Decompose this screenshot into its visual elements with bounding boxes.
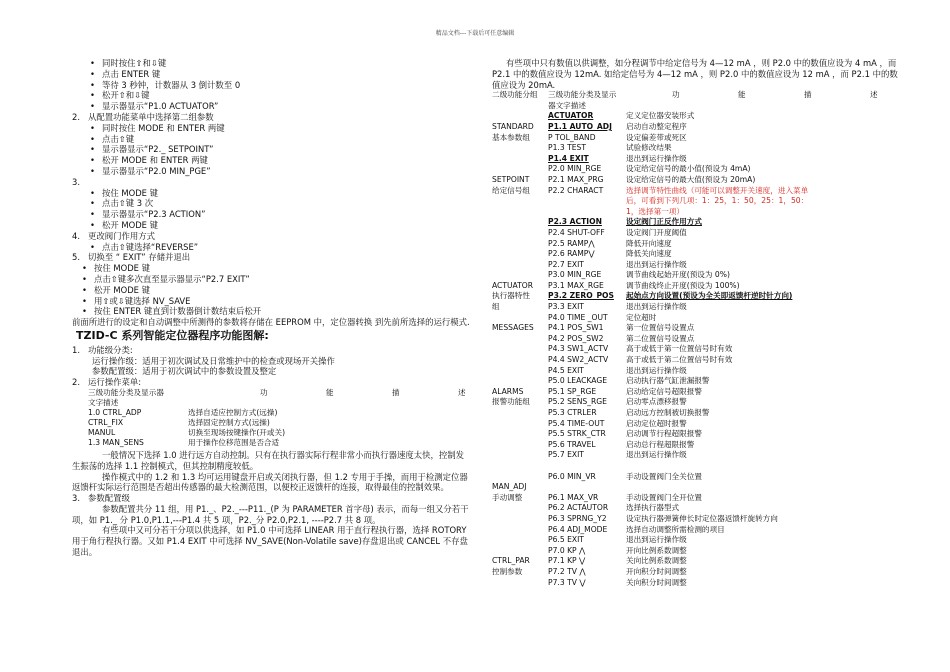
param-desc: 启动零点漂移报警: [626, 397, 687, 407]
f3-heading: 3. 参数配置级: [72, 493, 130, 504]
table-row: [492, 281, 902, 292]
bullet-item: • 松开⇧和⇩键: [72, 90, 472, 101]
param-desc: 起始点方向设置(预设为全关即返馈杆逆时针方向): [626, 291, 793, 301]
param-code: P1.1 AUTO_ADJ: [548, 121, 612, 131]
step5-heading: 5. 切换至 “ EXIT” 存储并退出: [72, 252, 191, 263]
f1-lines: [72, 356, 472, 378]
step4-list: [72, 242, 472, 253]
table-row: [492, 387, 902, 398]
param-code: P5.6 TRAVEL: [548, 439, 596, 449]
step5-paragraph: 前面所进行的设定和自动调整中所测得的参数将存储在 EEPROM 中，定位器转换 到先前所选择的运行模式.: [72, 317, 470, 328]
param-desc: 启动自动整定程序: [626, 121, 687, 131]
bullet-item: • 显示器显示“P2.0 MIN_PGE”: [72, 166, 472, 177]
table-row: [492, 175, 902, 186]
param-code: P4.0 TIME _OUT: [548, 312, 608, 322]
f2-paragraph-1: 一般情况下选择 1.0 进行远方自动控制。只有在执行器实际行程非常小而执行器速度太快，控制发生振荡的选择 1.1 控制模式，但其控制精度较低。: [72, 449, 465, 471]
table-row: [88, 408, 472, 418]
th-sub: 三级功能分类及显示器文字描述: [548, 90, 617, 110]
param-code: P4.1 POS_SW1: [548, 323, 604, 333]
param-code: P6.3 SPRNG_Y2: [548, 513, 607, 523]
table-row: [492, 164, 902, 175]
param-code: P5.2 SENS_RGE: [548, 397, 607, 407]
param-desc: 高于或低于第二位置信号时有效: [626, 355, 733, 365]
param-desc: 开向积分时间调整: [626, 566, 687, 576]
table-row: [492, 111, 902, 122]
table-row: [492, 535, 902, 546]
param-desc: 开向比例系数调整: [626, 545, 687, 555]
step2-heading: 2. 从配置功能菜单中选择第二组参数: [72, 111, 214, 122]
param-desc: 设定执行器弹簧伸长时定位器返馈杆旋转方向: [626, 513, 778, 523]
bullet-item: • 显示器显示“P2._ SETPOINT”: [72, 144, 472, 155]
table-row: [492, 578, 902, 589]
group-label: 执行器特性: [492, 291, 530, 301]
param-desc: 退出到运行操作级: [626, 535, 687, 545]
intro-paragraph: 有些项中只有数值以供调整，如分程调节中给定信号为 4—12 mA ，则 P2.0 中的数值应设为 4 mA ，而 P2.1 中的数值应设为 12mA. 如给定信号为 4—12 mA ，则 P2.0 中的数值应设为 12 mA ，而 P2.1 中的数值应设为 20mA.: [492, 58, 898, 90]
param-code: P3.3 EXIT: [548, 302, 584, 312]
param-desc: 手动设置阀门全关位置: [626, 471, 702, 481]
f3-paragraph-2: 有些项中又可分若干分项以供选择，如 P1.0 中可选择 LINEAR 用于直行程执行器，选择 ROTORY 用于角行程执行器。又如 P1.4 EXIT 中可选择 NV_SAVE(Non-Volatile save)存盘退出或 CANCEL 不存盘退出。: [72, 525, 468, 558]
param-code: P2.5 RAMP⋀: [548, 238, 595, 248]
bullet-item: • 按住 ENTER 键直到计数器倒计数结束后松开: [72, 306, 472, 317]
f1-heading: 1. 功能级分类:: [72, 344, 133, 355]
group-label: MAN_ADJ: [492, 482, 527, 492]
table-row: [492, 260, 902, 271]
th-desc: 功 能 描 述: [260, 387, 494, 397]
table-row: [492, 567, 902, 578]
param-desc: 启动给定信号超限报警: [626, 386, 702, 396]
table-row: [492, 472, 902, 483]
param-code: P2.0 MIN_RGE: [548, 164, 602, 174]
table-row: [492, 270, 902, 281]
bullet-item: • 点击⇧键 3 次: [72, 198, 472, 209]
page-header: 精品文档---下载后可任意编辑: [435, 30, 515, 37]
param-code: P4.2 POS_SW2: [548, 333, 604, 343]
table-row: [88, 418, 472, 428]
group-label: MESSAGES: [492, 323, 534, 333]
table-row: [88, 428, 472, 438]
param-code: P3.0 MIN_RGE: [548, 270, 602, 280]
param-code: P5.1 SP_RGE: [548, 386, 597, 396]
step1-list: [72, 58, 472, 112]
bullet-item: • 点击 ENTER 键: [72, 69, 472, 80]
bullet-item: • 松开 MODE 键: [72, 220, 472, 231]
table-row: [492, 429, 902, 440]
param-code: P7.0 KP ⋀: [548, 545, 586, 555]
param-desc: 退出到运行操作级: [626, 153, 687, 163]
param-code: P6.0 MIN_VR: [548, 471, 596, 481]
param-code: P7.3 TV ⋁: [548, 577, 586, 587]
operation-menu-table: [88, 387, 494, 448]
param-desc: 启动调节行程超限报警: [626, 429, 702, 439]
param-code: ACTUATOR: [548, 111, 594, 121]
table-row: [492, 154, 902, 165]
param-desc: 定义定位器安装形式: [626, 111, 695, 121]
menu-desc: 切换至现场按键操作(开或关): [188, 427, 286, 437]
left-column: [72, 58, 494, 558]
th-desc: 功 能 描 述: [672, 90, 906, 100]
table-row: [492, 376, 902, 387]
table-row: [492, 397, 902, 408]
table-row: [492, 493, 902, 504]
param-code: P2.1 MAX_PRG: [548, 174, 604, 184]
param-code: P4.5 EXIT: [548, 365, 584, 375]
menu-code: 1.3 MAN_SENS: [88, 437, 144, 447]
group-label: ALARMS: [492, 386, 524, 396]
group-label: 给定信号组: [492, 185, 530, 195]
bullet-item: • 等待 3 秒钟，计数器从 3 倒计数至 0: [72, 80, 472, 91]
param-code: P1.3 TEST: [548, 143, 586, 153]
bullet-item: • 同时按住⇧和⇩键: [72, 58, 472, 69]
param-desc: 设定阀门开度阈值: [626, 227, 687, 237]
table-row: [492, 355, 902, 366]
table-row: [492, 334, 902, 345]
param-desc: 定位超时: [626, 312, 657, 322]
table-row: [492, 408, 902, 419]
table-row: [492, 366, 902, 377]
bullet-item: • 显示器显示“P1.0 ACTUATOR”: [72, 101, 472, 112]
param-desc: 设定给定信号的最小值(预设为 4mA): [626, 164, 751, 174]
table-row: [88, 438, 472, 448]
table-row: [492, 461, 902, 472]
table-row: [492, 556, 902, 567]
step4-heading: 4. 更改阀门作用方式: [72, 230, 155, 241]
param-code: P5.4 TIME-OUT: [548, 418, 605, 428]
group-label: ACTUATOR: [492, 280, 534, 290]
param-desc: 调节曲线终止开度(预设为 100%): [626, 280, 740, 290]
param-code: P6.4 ADJ_MODE: [548, 524, 608, 534]
bullet-item: • 用⇧或⇩键选择 NV_SAVE: [72, 296, 472, 307]
param-code: P2.7 EXIT: [548, 259, 584, 269]
table-row: [492, 514, 902, 525]
menu-code: 1.0 CTRL_ADP: [88, 407, 142, 417]
param-desc: 关向比例系数调整: [626, 556, 687, 566]
param-desc: 调节曲线起始开度(预设为 0%): [626, 270, 730, 280]
table-row: [492, 228, 902, 239]
table-row: [492, 323, 902, 334]
param-desc: 退出到运行操作级: [626, 259, 687, 269]
table-row: [492, 207, 902, 218]
param-desc: 启动远方控制被切换报警: [626, 408, 710, 418]
menu-code: CTRL_FIX: [88, 417, 124, 427]
param-desc: 启动定位超时报警: [626, 418, 687, 428]
param-code: P1.4 EXIT: [548, 153, 589, 163]
table-row: [492, 185, 902, 216]
step2-list: [72, 123, 472, 177]
table-row: [492, 440, 902, 451]
param-code: P4.3 SW1_ACTV: [548, 344, 609, 354]
bullet-item: • 松开 MODE 和 ENTER 两键: [72, 155, 472, 166]
param-desc: 退出到运行操作级: [626, 365, 687, 375]
table-row: [492, 302, 902, 313]
table-row: [492, 249, 902, 260]
table-row: [492, 291, 902, 302]
group-label: 手动调整: [492, 492, 523, 502]
param-desc: 第二位置信号设置点: [626, 333, 695, 343]
param-desc: 选择自动调整所需检测的项目: [626, 524, 725, 534]
menu-desc: 选择自适应控制方式(远操): [188, 407, 278, 417]
bullet-item: • 显示器显示“P2.3 ACTION”: [72, 209, 472, 220]
th-group: 二级功能分组: [492, 90, 538, 100]
param-desc: 试验修改结果: [626, 143, 672, 153]
param-desc: 设定偏差带或死区: [626, 132, 687, 142]
param-desc: 选择执行器型式: [626, 503, 680, 513]
param-code: P6.2 ACTAUTOR: [548, 503, 609, 513]
param-desc: 退出到运行操作级: [626, 302, 687, 312]
menu-code: MANUL: [88, 427, 116, 437]
f3-paragraph-1: 参数配置共分 11 组，用 P1._、P2._---P11._(P 为 PARAMETER 首字母) 表示，而每一组又分若干项，如 P1._ 分 P1.0,P1.1,---P1.4 共 5 项，P2._分 P2.0,P2.1, ----P2.7 共 8 项。: [72, 503, 469, 525]
table-row: [492, 133, 902, 144]
param-desc: 手动设置阀门全开位置: [626, 492, 702, 502]
param-desc: 选择调节特性曲线（可能可以调整开关速度，进入菜单后，可看到下列几项：1：25，1：50，25：1，50：1，选择第一项）: [626, 185, 809, 216]
param-code: P4.4 SW2_ACTV: [548, 355, 609, 365]
param-code: P5.0 LEACKAGE: [548, 376, 608, 386]
menu-desc: 用于操作位移范围是否合适: [188, 437, 280, 447]
f2-heading: 2. 运行操作菜单:: [72, 377, 142, 388]
main-title: TZID-C 系列智能定位器程序功能图解:: [76, 328, 269, 342]
table-row: [492, 196, 902, 207]
table-row: [492, 217, 902, 228]
right-column: [492, 58, 906, 588]
level-line: 参数配置级：适用于初次调试中的参数设置及整定: [92, 366, 277, 377]
param-code: P2.4 SHUT-OFF: [548, 227, 605, 237]
param-code: P2.3 ACTION: [548, 217, 602, 227]
group-label: STANDARD: [492, 121, 534, 131]
th-sub2: 文字描述: [88, 397, 119, 407]
group-label: SETPOINT: [492, 174, 530, 184]
param-code: P7.1 KP ⋁: [548, 556, 586, 566]
table-row: [492, 450, 902, 461]
menu-desc: 选择固定控制方式(远操): [188, 417, 270, 427]
param-desc: 降低关向速度: [626, 249, 672, 259]
bullet-item: • 按住 MODE 键: [72, 263, 472, 274]
param-code: P5.3 CTRLER: [548, 408, 597, 418]
bullet-item: • 按住 MODE 键: [72, 188, 472, 199]
table-row: [492, 419, 902, 430]
parameter-table: [492, 90, 906, 588]
table-row: [492, 546, 902, 557]
param-code: P6.5 EXIT: [548, 535, 584, 545]
param-code: P5.7 EXIT: [548, 450, 584, 460]
table-row: [492, 239, 902, 250]
step3-list: [72, 188, 472, 231]
bullet-item: • 同时按住 MODE 和 ENTER 两键: [72, 123, 472, 134]
param-desc: 关向积分时间调整: [626, 577, 687, 587]
param-desc: 降低开向速度: [626, 238, 672, 248]
group-label: 组: [492, 302, 500, 312]
table-row: [492, 122, 902, 133]
group-label: 基本参数组: [492, 132, 530, 142]
th-sub: 三级功能分类及显示器: [88, 387, 164, 397]
group-label: 控制参数: [492, 566, 523, 576]
table-row: [492, 344, 902, 355]
bullet-item: • 点击⇧键选择“REVERSE”: [72, 242, 472, 253]
table-row: [492, 482, 902, 493]
group-label: 报警功能组: [492, 397, 530, 407]
param-desc: 启动执行器气缸泄漏报警: [626, 376, 710, 386]
f2-paragraph-2: 操作模式中的 1.2 和 1.3 均可运用键盘开启或关闭执行器，但 1.2 专用于手操，而用于检测定位器返馈杆实际运行范围是否超出传感器的最大检测范围，以便校正返馈杆的连接，取得最佳的控制效果。: [72, 471, 468, 493]
param-desc: 启动总行程超限报警: [626, 439, 695, 449]
group-label: CTRL_PAR: [492, 556, 530, 566]
table-row: [492, 503, 902, 514]
bullet-item: • 点击⇧键多次直至显示器显示“P2.7 EXIT”: [72, 274, 472, 285]
bullet-item: • 松开 MODE 键: [72, 285, 472, 296]
param-code: P5.5 STRK_CTR: [548, 429, 606, 439]
param-code: P6.1 MAX_VR: [548, 492, 599, 502]
param-desc: 第一位置信号设置点: [626, 323, 695, 333]
step3-heading: 3.: [72, 176, 80, 187]
bullet-item: • 点击⇧键: [72, 134, 472, 145]
param-code: P2.2 CHARACT: [548, 185, 604, 195]
param-code: P2.6 RAMP⋁: [548, 249, 595, 259]
param-desc: 退出到运行操作级: [626, 450, 687, 460]
step5-list: [72, 263, 472, 317]
param-code: P TOL_BAND: [548, 132, 596, 142]
param-code: P3.2 ZERO_POS: [548, 291, 614, 301]
param-desc: 设定给定信号的最大值(预设为 20mA): [626, 174, 756, 184]
table-row: [492, 525, 902, 536]
level-line: 运行操作级：适用于初次调试及日常维护中的检查或现场开关操作: [92, 355, 335, 366]
param-code: P7.2 TV ⋀: [548, 566, 586, 576]
table-row: [492, 313, 902, 324]
param-code: P3.1 MAX_RGE: [548, 280, 604, 290]
param-desc: 设定阀门正反作用方式: [626, 217, 702, 227]
param-desc: 高于或低于第一位置信号时有效: [626, 344, 733, 354]
table-row: [492, 143, 902, 154]
